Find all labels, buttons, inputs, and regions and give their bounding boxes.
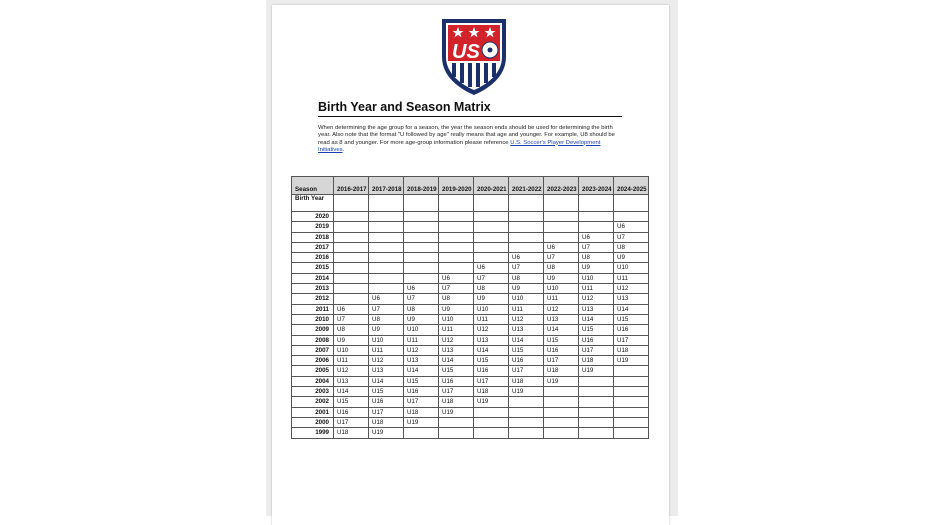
age-group-cell: U10 [509,294,544,304]
age-group-cell: U12 [404,345,439,355]
table-row [292,376,649,386]
age-group-cell: U9 [579,263,614,273]
age-group-cell [544,428,579,438]
table-row [292,314,649,324]
age-group-cell [614,397,649,407]
age-group-cell: U9 [439,304,474,314]
season-header: 2024-2025 [614,177,649,195]
age-group-cell: U16 [544,345,579,355]
age-group-cell [509,407,544,417]
age-group-cell [404,273,439,283]
age-group-cell: U7 [369,304,404,314]
age-group-cell: U15 [614,314,649,324]
age-group-cell [614,428,649,438]
age-group-cell: U13 [544,314,579,324]
age-group-cell: U10 [579,273,614,283]
age-group-cell: U6 [404,284,439,294]
age-group-cell: U9 [334,335,369,345]
table-row [292,273,649,283]
season-header: 2017-2018 [369,177,404,195]
age-group-cell [544,212,579,222]
age-group-cell [404,428,439,438]
age-group-cell: U15 [474,356,509,366]
age-group-cell: U14 [474,345,509,355]
age-group-cell: U10 [614,263,649,273]
intro-text: When determining the age group for a season, the year the season ends should be used for determining the birth year. Also note that the format "U followed by age" really means that age and younger. For example, U8 should be read as 8 and younger. For more age-group information please reference [318,125,615,146]
age-group-cell: U12 [439,335,474,345]
table-row [292,325,649,335]
age-group-cell [474,212,509,222]
empty-cell [369,195,404,212]
empty-cell [509,195,544,212]
age-group-cell: U19 [544,376,579,386]
age-group-cell [439,417,474,427]
age-group-cell: U6 [614,222,649,232]
age-group-cell: U17 [334,417,369,427]
age-group-cell: U15 [509,345,544,355]
age-group-cell: U15 [404,376,439,386]
age-group-cell: U12 [334,366,369,376]
age-group-cell: U17 [369,407,404,417]
birth-year-cell: 2011 [292,304,334,314]
age-group-cell: U6 [509,253,544,263]
age-group-cell: U11 [614,273,649,283]
age-group-cell [404,242,439,252]
age-group-cell: U19 [369,428,404,438]
age-group-cell [334,284,369,294]
age-group-cell: U12 [579,294,614,304]
age-group-cell: U9 [509,284,544,294]
birth-year-season-table [291,176,649,439]
age-group-cell: U14 [334,387,369,397]
age-group-cell: U16 [369,397,404,407]
age-group-cell [369,263,404,273]
age-group-cell: U14 [404,366,439,376]
season-header: 2022-2023 [544,177,579,195]
age-group-cell: U7 [439,284,474,294]
age-group-cell: U17 [509,366,544,376]
age-group-cell: U18 [544,366,579,376]
table-row [292,263,649,273]
age-group-cell: U18 [404,407,439,417]
age-group-cell: U11 [579,284,614,294]
age-group-cell [369,212,404,222]
table-row [292,387,649,397]
age-group-cell: U6 [439,273,474,283]
age-group-cell [579,222,614,232]
age-group-cell: U14 [509,335,544,345]
age-group-cell: U8 [509,273,544,283]
age-group-cell: U8 [614,242,649,252]
age-group-cell [509,232,544,242]
page-title: Birth Year and Season Matrix [318,100,622,117]
age-group-cell [614,407,649,417]
age-group-cell: U8 [579,253,614,263]
age-group-cell: U9 [474,294,509,304]
age-group-cell: U9 [614,253,649,263]
table-row [292,232,649,242]
age-group-cell: U19 [509,387,544,397]
age-group-cell: U8 [544,263,579,273]
season-header-label: Season [292,177,334,195]
age-group-cell: U8 [334,325,369,335]
birth-year-cell: 2005 [292,366,334,376]
document-page [272,5,669,525]
season-header: 2020-2021 [474,177,509,195]
season-header: 2019-2020 [439,177,474,195]
age-group-cell [579,407,614,417]
age-group-cell [334,253,369,263]
age-group-cell: U17 [474,376,509,386]
age-group-cell: U19 [439,407,474,417]
birth-year-label-row [292,195,649,212]
age-group-cell [544,387,579,397]
age-group-cell [439,222,474,232]
season-header: 2021-2022 [509,177,544,195]
age-group-cell [579,387,614,397]
age-group-cell: U15 [369,387,404,397]
birth-year-cell: 2008 [292,335,334,345]
empty-cell [474,195,509,212]
table-row [292,345,649,355]
age-group-cell: U19 [474,397,509,407]
season-header: 2023-2024 [579,177,614,195]
age-group-cell: U19 [579,366,614,376]
svg-text:US: US [452,41,480,63]
table-row [292,407,649,417]
player-development-link[interactable]: U.S. Soccer's Player Development Initiatives [318,139,601,153]
age-group-cell [509,222,544,232]
birth-year-cell: 2000 [292,417,334,427]
age-group-cell: U16 [439,376,474,386]
age-group-cell: U7 [579,242,614,252]
age-group-cell: U16 [334,407,369,417]
age-group-cell: U11 [439,325,474,335]
age-group-cell [439,428,474,438]
table-row [292,417,649,427]
birth-year-cell: 2009 [292,325,334,335]
birth-year-cell: 2010 [292,314,334,324]
birth-year-cell: 2002 [292,397,334,407]
age-group-cell: U9 [369,325,404,335]
age-group-cell: U10 [474,304,509,314]
age-group-cell [509,242,544,252]
age-group-cell [614,366,649,376]
age-group-cell: U16 [579,335,614,345]
age-group-cell [544,397,579,407]
age-group-cell [474,232,509,242]
age-group-cell [614,417,649,427]
age-group-cell [474,222,509,232]
birth-year-cell: 2004 [292,376,334,386]
age-group-cell: U10 [439,314,474,324]
age-group-cell: U9 [544,273,579,283]
age-group-cell: U6 [544,242,579,252]
age-group-cell: U8 [474,284,509,294]
age-group-cell [509,417,544,427]
birth-year-cell: 2020 [292,212,334,222]
empty-cell [544,195,579,212]
age-group-cell [439,232,474,242]
intro-end: . [342,146,345,153]
age-group-cell: U11 [509,304,544,314]
table-row [292,304,649,314]
season-header: 2018-2019 [404,177,439,195]
age-group-cell: U6 [474,263,509,273]
age-group-cell: U8 [404,304,439,314]
age-group-cell: U8 [439,294,474,304]
age-group-cell [474,417,509,427]
age-group-cell: U11 [544,294,579,304]
age-group-cell: U6 [579,232,614,242]
table-row [292,335,649,345]
birth-year-cell: 2006 [292,356,334,366]
age-group-cell: U15 [439,366,474,376]
table-row [292,428,649,438]
table-row [292,253,649,263]
age-group-cell [334,242,369,252]
empty-cell [439,195,474,212]
age-group-cell: U18 [474,387,509,397]
age-group-cell [334,212,369,222]
age-group-cell: U13 [474,335,509,345]
table-row [292,366,649,376]
age-group-cell: U6 [369,294,404,304]
birth-year-cell: 2012 [292,294,334,304]
age-group-cell [544,222,579,232]
age-group-cell [614,387,649,397]
age-group-cell [439,263,474,273]
age-group-cell [439,253,474,263]
age-group-cell: U14 [439,356,474,366]
table-row [292,212,649,222]
age-group-cell: U13 [404,356,439,366]
season-header: 2016-2017 [334,177,369,195]
age-group-cell: U10 [334,345,369,355]
age-group-cell: U7 [334,314,369,324]
age-group-cell [334,263,369,273]
age-group-cell [579,212,614,222]
age-group-cell: U9 [404,314,439,324]
age-group-cell: U13 [334,376,369,386]
age-group-cell: U7 [509,263,544,273]
age-group-cell: U13 [369,366,404,376]
birth-year-cell: 2007 [292,345,334,355]
age-group-cell: U15 [334,397,369,407]
table-header-row [292,177,649,195]
age-group-cell: U12 [369,356,404,366]
age-group-cell: U13 [579,304,614,314]
age-group-cell [334,294,369,304]
age-group-cell [509,397,544,407]
age-group-cell [509,212,544,222]
age-group-cell [474,242,509,252]
age-group-cell: U14 [369,376,404,386]
age-group-cell [579,428,614,438]
age-group-cell: U17 [579,345,614,355]
age-group-cell: U16 [404,387,439,397]
birth-year-cell: 2017 [292,242,334,252]
age-group-cell: U7 [404,294,439,304]
age-group-cell [369,273,404,283]
age-group-cell [334,222,369,232]
birth-year-cell: 2018 [292,232,334,242]
age-group-cell: U16 [509,356,544,366]
age-group-cell: U18 [439,397,474,407]
table-row [292,397,649,407]
table-row [292,284,649,294]
age-group-cell [439,212,474,222]
age-group-cell: U17 [404,397,439,407]
age-group-cell [579,397,614,407]
birth-year-cell: 1999 [292,428,334,438]
age-group-cell [544,417,579,427]
table-row [292,222,649,232]
age-group-cell: U19 [404,417,439,427]
age-group-cell: U6 [334,304,369,314]
age-group-cell [369,242,404,252]
age-group-cell: U10 [544,284,579,294]
age-group-cell [404,222,439,232]
age-group-cell [404,232,439,242]
age-group-cell [474,253,509,263]
table-row [292,356,649,366]
age-group-cell: U10 [369,335,404,345]
age-group-cell: U18 [614,345,649,355]
empty-cell [404,195,439,212]
age-group-cell [439,242,474,252]
age-group-cell: U10 [404,325,439,335]
empty-cell [579,195,614,212]
birth-year-cell: 2014 [292,273,334,283]
age-group-cell: U7 [474,273,509,283]
age-group-cell: U12 [474,325,509,335]
birth-year-cell: 2003 [292,387,334,397]
birth-year-cell: 2019 [292,222,334,232]
age-group-cell [369,253,404,263]
birth-year-header-label: Birth Year [292,195,334,212]
age-group-cell: U18 [334,428,369,438]
age-group-cell: U12 [614,284,649,294]
age-group-cell: U17 [614,335,649,345]
age-group-cell [544,407,579,417]
age-group-cell: U18 [369,417,404,427]
table-row [292,294,649,304]
age-group-cell: U17 [439,387,474,397]
age-group-cell: U11 [369,345,404,355]
age-group-cell [614,376,649,386]
age-group-cell [369,222,404,232]
age-group-cell: U7 [544,253,579,263]
age-group-cell: U11 [334,356,369,366]
age-group-cell [579,376,614,386]
age-group-cell [404,253,439,263]
age-group-cell [404,212,439,222]
age-group-cell: U14 [579,314,614,324]
age-group-cell: U13 [509,325,544,335]
age-group-cell [334,273,369,283]
age-group-cell: U18 [509,376,544,386]
birth-year-cell: 2013 [292,284,334,294]
age-group-cell [579,417,614,427]
age-group-cell [369,232,404,242]
age-group-cell: U14 [544,325,579,335]
us-soccer-crest-icon [438,17,510,97]
age-group-cell: U15 [579,325,614,335]
age-group-cell: U16 [614,325,649,335]
age-group-cell: U16 [474,366,509,376]
intro-paragraph [318,125,620,154]
age-group-cell [404,263,439,273]
age-group-cell: U12 [509,314,544,324]
age-group-cell [474,407,509,417]
empty-cell [334,195,369,212]
age-group-cell [474,428,509,438]
age-group-cell: U13 [439,345,474,355]
age-group-cell [544,232,579,242]
age-group-cell [369,284,404,294]
age-group-cell: U11 [474,314,509,324]
age-group-cell: U7 [614,232,649,242]
age-group-cell: U14 [614,304,649,314]
age-group-cell [509,428,544,438]
birth-year-cell: 2001 [292,407,334,417]
age-group-cell [334,232,369,242]
birth-year-cell: 2015 [292,263,334,273]
age-group-cell: U15 [544,335,579,345]
age-group-cell [614,212,649,222]
age-group-cell: U11 [404,335,439,345]
age-group-cell: U17 [544,356,579,366]
age-group-cell: U12 [544,304,579,314]
table-row [292,242,649,252]
age-group-cell: U8 [369,314,404,324]
birth-year-cell: 2016 [292,253,334,263]
empty-cell [614,195,649,212]
age-group-cell: U13 [614,294,649,304]
age-group-cell: U19 [614,356,649,366]
age-group-cell: U18 [579,356,614,366]
